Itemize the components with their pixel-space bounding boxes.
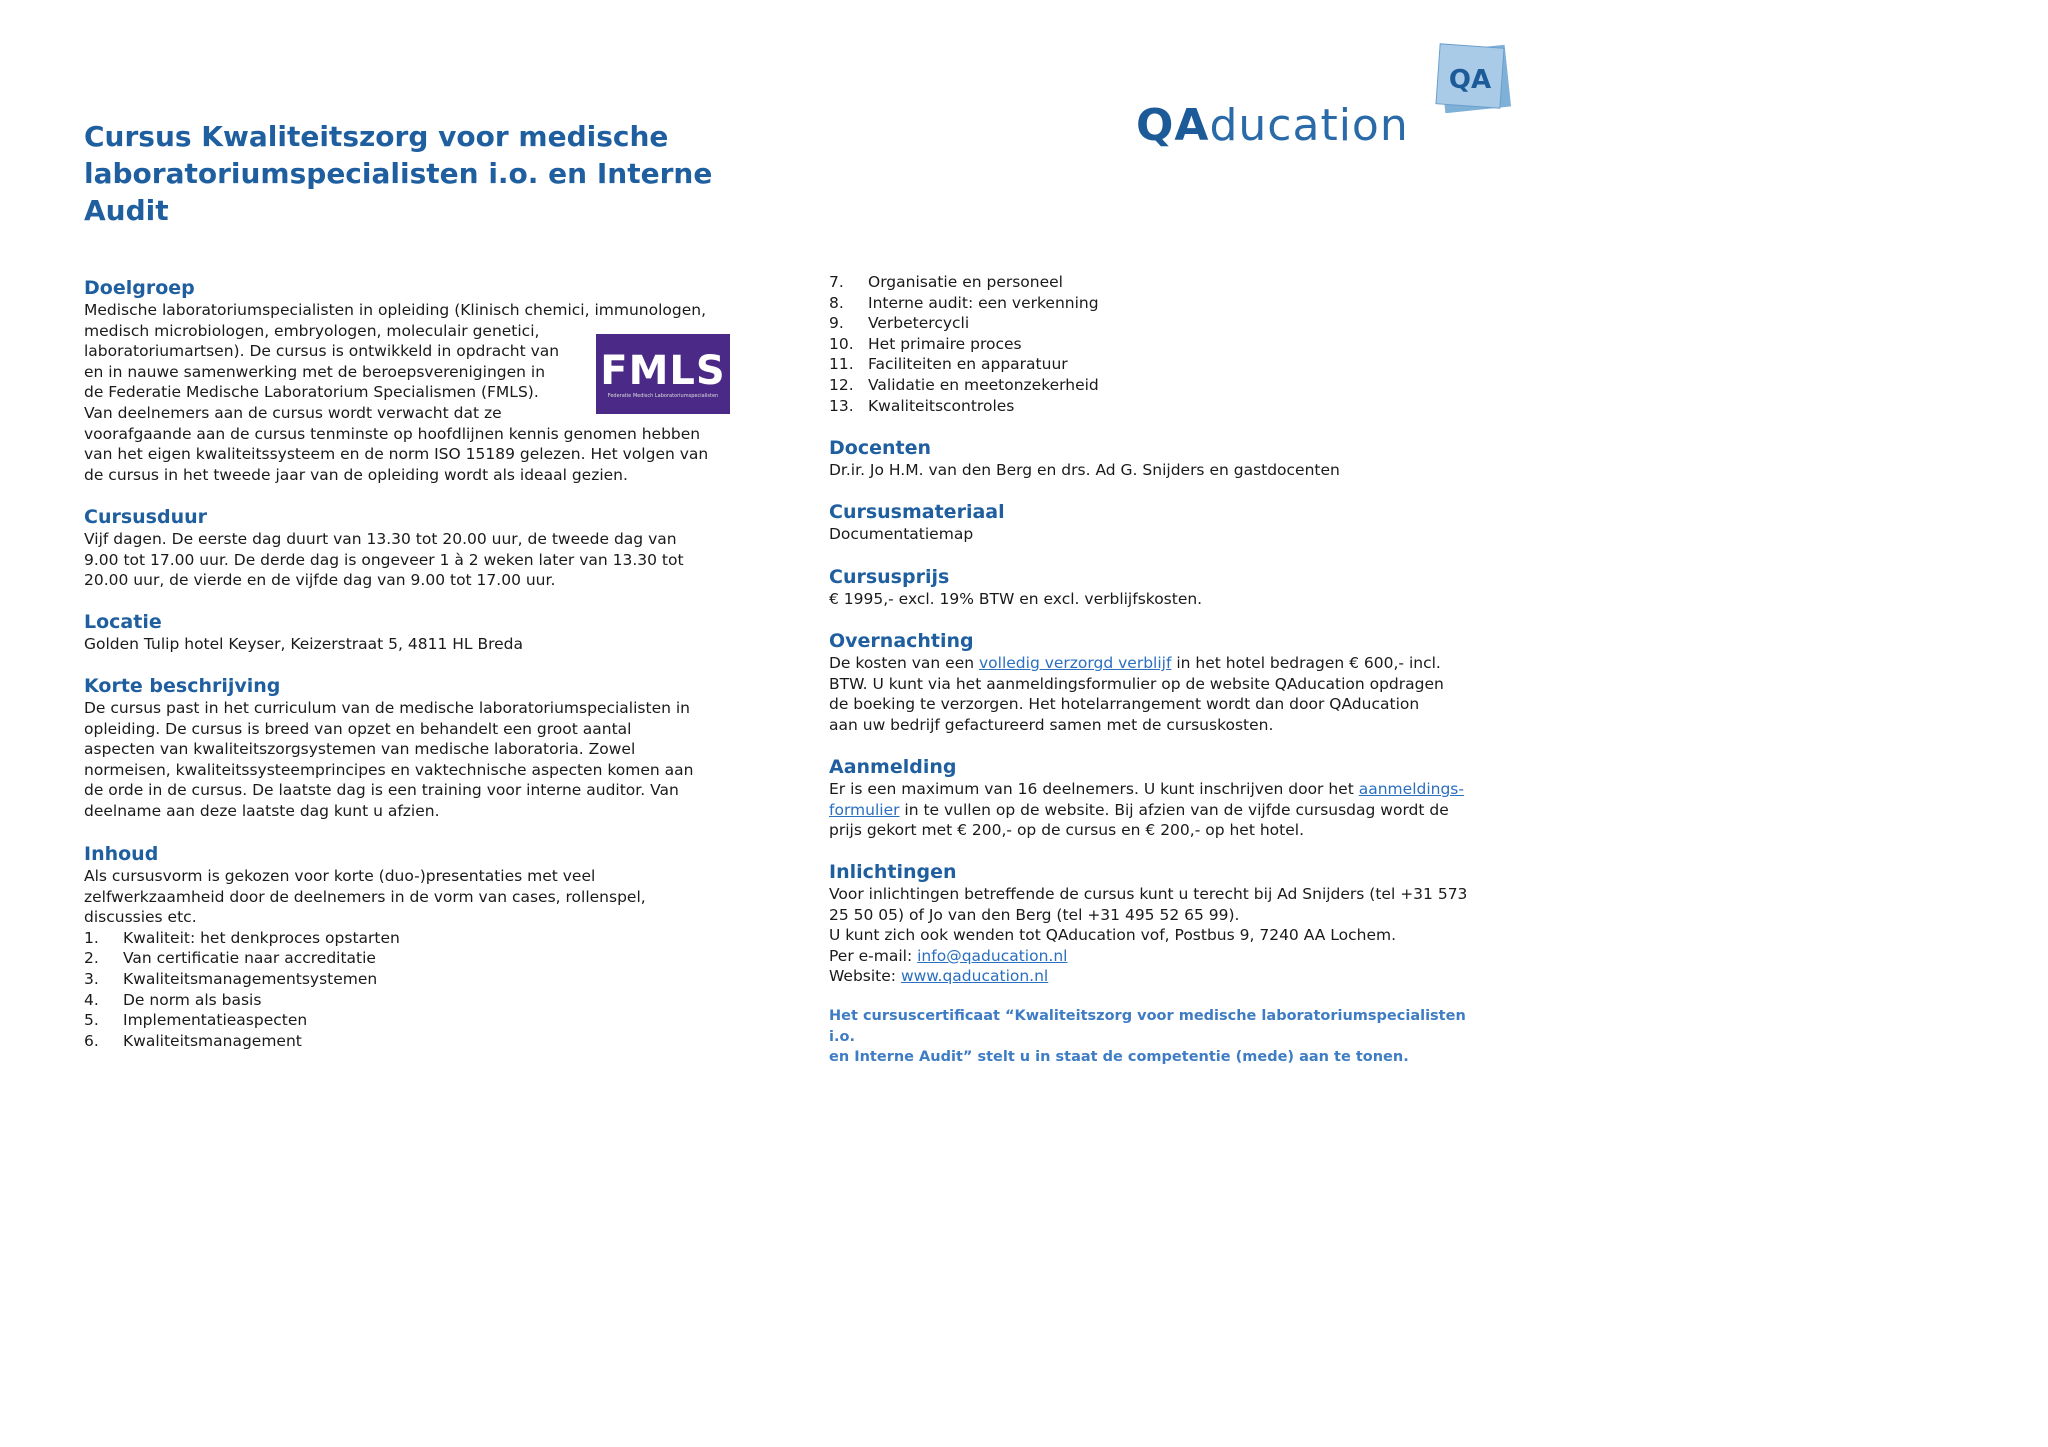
inhoud-list-continued [829, 272, 1489, 416]
cursusmateriaal-text: Documentatiemap [829, 525, 974, 543]
list-item [829, 272, 1489, 293]
doelgroep-line: en in nauwe samenwerking met de beroepsverenigingen in [84, 362, 546, 381]
list-item-number: 6. [84, 1031, 99, 1050]
cursusduur-line: Vijf dagen. De eerste dag duurt van 13.30 tot 20.00 uur, de tweede dag van [84, 530, 677, 548]
heading-overnachting: Overnachting [829, 630, 974, 652]
cursusduur-line: 9.00 tot 17.00 uur. De derde dag is ongeveer 1 à 2 weken later van 13.30 tot [84, 550, 684, 569]
aanmelding-text: Er is een maximum van 16 deelnemers. U kunt inschrijven door het [829, 780, 1359, 798]
beschrijving-line: de orde in de cursus. De laatste dag is een training voor interne auditor. Van [84, 781, 679, 800]
list-item-text: Implementatieaspecten [123, 1011, 308, 1030]
list-item-text: Verbetercycli [868, 314, 970, 333]
doelgroep-line: van het eigen kwaliteitssysteem en de norm ISO 15189 gelezen. Het volgen van [84, 445, 709, 464]
heading-doelgroep: Doelgroep [84, 277, 195, 299]
qa-badge-text: QA [1448, 65, 1492, 95]
list-item-text: Kwaliteitscontroles [868, 396, 1015, 415]
list-item-number: 4. [84, 990, 99, 1009]
certificaat-line: Het cursuscertificaat “Kwaliteitszorg voor medische laboratoriumspecialisten i.o. [829, 1008, 1466, 1045]
heading-cursusprijs: Cursusprijs [829, 566, 950, 588]
fmls-logo-subtext: Federatie Medisch Laboratoriumspecialisten [607, 392, 719, 399]
inhoud-list [84, 928, 744, 1052]
aanmelding-text: in te vullen op de website. Bij afzien van de vijfde cursusdag wordt de [899, 800, 1449, 819]
list-item-text: Interne audit: een verkenning [868, 293, 1099, 312]
list-item-number: 1. [84, 928, 99, 947]
heading-aanmelding: Aanmelding [829, 756, 957, 778]
email-link[interactable]: info@qaducation.nl [917, 946, 1068, 965]
list-item-text: Kwaliteit: het denkproces opstarten [123, 928, 400, 947]
list-item-number: 2. [84, 949, 99, 968]
section-docenten [829, 436, 1489, 481]
overnachting-line: BTW. U kunt via het aanmeldingsformulier op de website QAducation opdragen [829, 674, 1444, 693]
list-item-text: Validatie en meetonzekerheid [868, 375, 1099, 394]
heading-cursusmateriaal: Cursusmateriaal [829, 501, 1005, 523]
inhoud-line: discussies etc. [84, 908, 197, 927]
list-item [84, 1031, 744, 1052]
doelgroep-line: de Federatie Medische Laboratorium Specialismen (FMLS). [84, 383, 539, 402]
aanmelding-line [829, 779, 1489, 800]
doelgroep-line: medisch microbiologen, embryologen, moleculair genetici, [84, 321, 540, 340]
certificaat-line: en Interne Audit” stelt u in staat de competentie (mede) aan te tonen. [829, 1049, 1409, 1066]
list-item [84, 990, 744, 1011]
overnachting-line [829, 653, 1489, 674]
inlichtingen-website-line [829, 966, 1489, 987]
section-korte-beschrijving [84, 674, 744, 822]
section-cursusduur [84, 505, 744, 591]
doelgroep-line: laboratoriumartsen). De cursus is ontwikkeld in opdracht van [84, 342, 560, 361]
section-inlichtingen [829, 860, 1489, 987]
list-item [829, 313, 1489, 334]
section-doelgroep [84, 276, 744, 485]
cursusduur-line: 20.00 uur, de vierde en de vijfde dag van 9.00 tot 17.00 uur. [84, 571, 556, 590]
section-certificaat [829, 1006, 1489, 1068]
overnachting-text: in het hotel bedragen € 600,- incl. [1171, 654, 1441, 672]
list-item-text: Faciliteiten en apparatuur [868, 355, 1068, 374]
section-overnachting [829, 629, 1489, 735]
locatie-text: Golden Tulip hotel Keyser, Keizerstraat 5, 4811 HL Breda [84, 635, 523, 653]
list-item-number: 3. [84, 969, 99, 988]
inlichtingen-line: U kunt zich ook wenden tot QAducation vof, Postbus 9, 7240 AA Lochem. [829, 926, 1397, 945]
section-aanmelding [829, 755, 1489, 841]
aanmeldingsformulier-link-continued[interactable]: formulier [829, 800, 900, 819]
email-label: Per e-mail: [829, 946, 918, 965]
logo-wordmark [1136, 102, 1409, 150]
list-item-text: De norm als basis [123, 990, 262, 1009]
list-item-text: Van certificatie naar accreditatie [123, 949, 376, 968]
list-item-number: 11. [829, 355, 854, 374]
list-item-number: 8. [829, 293, 844, 312]
beschrijving-line: deelname aan deze laatste dag kunt u afzien. [84, 801, 440, 820]
inlichtingen-line: 25 50 05) of Jo van den Berg (tel +31 495 52 65 99). [829, 905, 1240, 924]
list-item-number: 13. [829, 396, 854, 415]
section-cursusmateriaal [829, 500, 1489, 545]
list-item-number: 9. [829, 314, 844, 333]
website-link[interactable]: www.qaducation.nl [900, 967, 1049, 986]
beschrijving-line: De cursus past in het curriculum van de medische laboratoriumspecialisten in [84, 699, 690, 717]
inlichtingen-email-line [829, 946, 1489, 967]
section-inhoud-continued [829, 272, 1489, 416]
list-item [829, 375, 1489, 396]
overnachting-line: de boeking te verzorgen. Het hotelarrangement wordt dan door QAducation [829, 695, 1420, 714]
page-title: Cursus Kwaliteitszorg voor medische laboratoriumspecialisten i.o. en Interne Audit [84, 120, 713, 227]
heading-inhoud: Inhoud [84, 843, 159, 865]
list-item [84, 928, 744, 949]
list-item [829, 354, 1489, 375]
list-item [829, 293, 1489, 314]
doelgroep-line: de cursus in het tweede jaar van de opleiding wordt als ideaal gezien. [84, 465, 628, 484]
heading-docenten: Docenten [829, 437, 931, 459]
list-item-text: Kwaliteitsmanagement [123, 1031, 302, 1050]
beschrijving-line: normeisen, kwaliteitssysteemprincipes en vaktechnische aspecten komen aan [84, 760, 694, 779]
list-item-number: 7. [829, 273, 844, 291]
docenten-text: Dr.ir. Jo H.M. van den Berg en drs. Ad G. Snijders en gastdocenten [829, 461, 1340, 479]
inlichtingen-line: Voor inlichtingen betreffende de cursus kunt u terecht bij Ad Snijders (tel +31 573 [829, 885, 1468, 903]
cursusprijs-text: € 1995,- excl. 19% BTW en excl. verblijfskosten. [829, 590, 1203, 608]
beschrijving-line: opleiding. De cursus is breed van opzet en behandelt een groot aantal [84, 719, 632, 738]
aanmelding-line [829, 800, 1489, 821]
inhoud-line: zelfwerkzaamheid door de deelnemers in de vorm van cases, rollenspel, [84, 887, 646, 906]
logo-wordmark-rest: ducation [1209, 100, 1409, 151]
inhoud-line: Als cursusvorm is gekozen voor korte (duo-)presentaties met veel [84, 867, 596, 885]
list-item-text: Het primaire proces [868, 334, 1022, 353]
list-item [84, 1010, 744, 1031]
list-item [829, 396, 1489, 417]
list-item-number: 12. [829, 375, 854, 394]
overnachting-text: De kosten van een [829, 654, 979, 672]
list-item-text: Kwaliteitsmanagementsystemen [123, 969, 378, 988]
list-item-text: Organisatie en personeel [868, 273, 1063, 291]
section-locatie [84, 610, 744, 655]
list-item-number: 5. [84, 1011, 99, 1030]
qa-badge-icon [1432, 40, 1514, 116]
overnachting-line: aan uw bedrijf gefactureerd samen met de cursuskosten. [829, 715, 1274, 734]
doelgroep-line: voorafgaande aan de cursus tenminste op hoofdlijnen kennis genomen hebben [84, 424, 701, 443]
list-item [829, 334, 1489, 355]
verblijf-link[interactable]: volledig verzorgd verblijf [979, 654, 1172, 672]
qaducation-logo [1130, 40, 1520, 160]
list-item-number: 10. [829, 334, 854, 353]
section-inhoud [84, 842, 744, 1051]
website-label: Website: [829, 967, 901, 986]
heading-korte-beschrijving: Korte beschrijving [84, 675, 281, 697]
aanmelding-line: prijs gekort met € 200,- op de cursus en € 200,- op het hotel. [829, 821, 1304, 840]
heading-locatie: Locatie [84, 611, 162, 633]
list-item [84, 969, 744, 990]
aanmeldingsformulier-link[interactable]: aanmeldings- [1358, 780, 1464, 798]
fmls-logo-text: FMLS [600, 347, 726, 394]
heading-inlichtingen: Inlichtingen [829, 861, 957, 883]
list-item [84, 948, 744, 969]
doelgroep-line: Medische laboratoriumspecialisten in opleiding (Klinisch chemici, immunologen, [84, 301, 707, 319]
logo-wordmark-bold: QA [1136, 100, 1210, 151]
heading-cursusduur: Cursusduur [84, 506, 208, 528]
beschrijving-line: aspecten van kwaliteitszorgsystemen van medische laboratoria. Zowel [84, 740, 636, 759]
section-cursusprijs [829, 565, 1489, 610]
doelgroep-line: Van deelnemers aan de cursus wordt verwacht dat ze [84, 403, 502, 422]
